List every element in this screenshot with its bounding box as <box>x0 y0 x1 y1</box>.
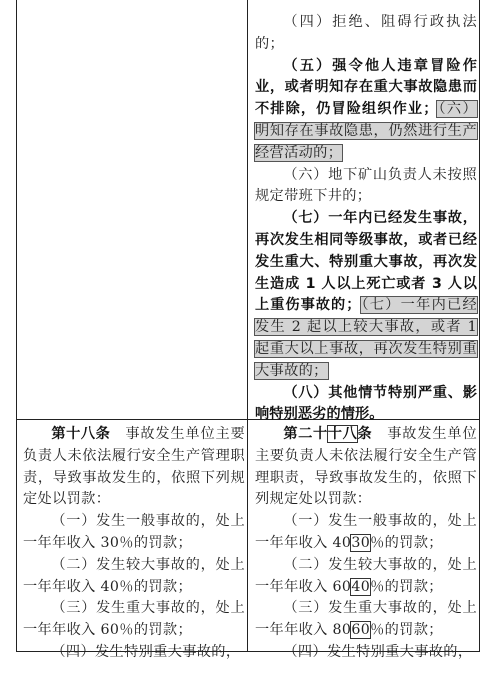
new-item-2-deleted-value: 40 <box>351 578 371 595</box>
new-item-1-deleted-value: 30 <box>351 534 371 551</box>
old-article-title: 第十八条 <box>51 426 111 442</box>
column-divider <box>247 0 248 651</box>
item-four-text: （四）拒绝、阻碍行政执法的； <box>255 14 477 52</box>
title-new-part: 第二十 <box>283 426 328 442</box>
new-item-3 <box>255 598 477 642</box>
item-seven-deleted-text: （七）一年内已经发生 2 起以上较大事故，或者 1 起重大以上事故，再次发生特别重大事故的； <box>255 297 478 379</box>
new-item-3-suffix: ％的罚款； <box>370 622 443 639</box>
old-article-paragraph <box>23 424 245 511</box>
item-six-deleted-text: （六）明知存在事故隐患，仍然进行生产经营活动的； <box>255 101 478 161</box>
title-deleted-part: 十八 <box>327 426 358 442</box>
title-suffix: 条 <box>357 426 373 442</box>
item-five-paragraph <box>255 56 477 165</box>
new-item-2-suffix: ％的罚款； <box>370 578 443 595</box>
old-item-4: （四）发生特别重大事故的， <box>51 643 241 660</box>
new-item-1 <box>255 511 477 555</box>
new-item-4-text: （四）发生特别重大事故的， <box>283 643 473 660</box>
item-five-new-text: （五）强令他人违章冒险作业，或者明知存在重大事故隐患而不排除，仍冒险组织作业； <box>255 57 477 118</box>
new-article-title <box>283 426 372 442</box>
comparison-table <box>16 0 480 660</box>
old-article-text: 事故发生单位主要负责人未依法履行安全生产管理职责，导致事故发生的，依照下列规定处以罚款： <box>23 426 245 508</box>
item-seven-paragraph <box>255 208 477 382</box>
old-item-3: （三）发生重大事故的，处上一年年收入 60％的罚款； <box>23 600 245 639</box>
item-seven-new-text: （七）一年内已经发生事故，再次发生相同等级事故，或者已经发生重大、特别重大事故，再次发生造成 1 人以上死亡或者 3 人以上重伤事故的； <box>255 210 477 314</box>
new-article-cell <box>255 424 477 664</box>
new-item-3-deleted-value: 60 <box>351 622 371 639</box>
old-item-2: （二）发生较大事故的，处上一年年收入 40％的罚款； <box>23 556 245 595</box>
new-item-2-text: （二）发生较大事故的，处上一年年收入 60 <box>255 556 477 595</box>
new-item-1-suffix: ％的罚款； <box>370 534 443 551</box>
new-item-3-text: （三）发生重大事故的，处上一年年收入 80 <box>255 600 477 639</box>
new-item-1-text: （一）发生一般事故的，处上一年年收入 40 <box>255 513 477 551</box>
new-article-text: 事故发生单位主要负责人未依法履行安全生产管理职责，导致事故发生的，依照下列规定处以罚款： <box>255 426 477 508</box>
new-article-paragraph <box>255 424 477 511</box>
item-six-text: （六）地下矿山负责人未按照规定带班下井的； <box>255 166 477 205</box>
new-item-2 <box>255 555 477 599</box>
new-item-4 <box>255 642 477 664</box>
item-eight-text: （八）其他情节特别严重、影响特别恶劣的情形。 <box>255 384 477 423</box>
old-item-1: （一）发生一般事故的，处上一年年收入 30％的罚款； <box>23 513 245 551</box>
top-right-cell <box>255 12 477 426</box>
old-article-cell <box>23 424 245 664</box>
